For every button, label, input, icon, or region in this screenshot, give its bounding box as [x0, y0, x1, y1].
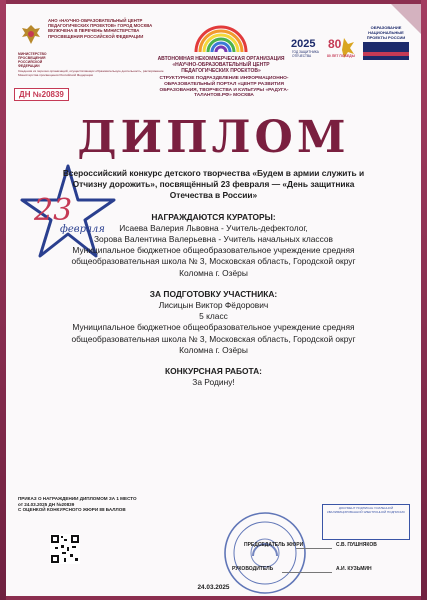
registry-org-text: АНО «НАУЧНО-ОБРАЗОВАТЕЛЬНЫЙ ЦЕНТР ПЕДАГОГИЧЕСКИХ ПРОЕКТОВ» ГОРОД МОСКВА ВКЛЮЧЕНА В ПЕРЕЧЕНЬ МИНИСТЕРСТВА ПРОСВЕЩЕНИЯ РОССИЙСКОЙ ФЕДЕРАЦИИ: [48, 18, 153, 39]
year-subtitle: ГОД ЗАЩИТНИКА ОТЕЧЕСТВА: [292, 50, 319, 58]
issue-date: 24.03.2025: [197, 584, 230, 591]
head-label: РУКОВОДИТЕЛЬ: [232, 566, 274, 572]
rainbow-logo-icon: [192, 22, 250, 54]
school-line: Коломна г. Озёры: [179, 267, 248, 278]
work-heading: КОНКУРСНАЯ РАБОТА:: [165, 366, 262, 377]
portal-text: СТРУКТУРНОЕ ПОДРАЗДЕЛЕНИЕ ИНФОРМАЦИОННО-ОБРАЗОВАТЕЛЬНЫЙ ПОРТАЛ «ЦЕНТР РАЗВИТИЯ ОБРАЗОВАНИЯ, ТВОРЧЕСТВА И КУЛЬТУРЫ «РАДУГА-ТАЛАНТОВ.РФ» МОСКВА: [159, 76, 289, 99]
registry-note: Сведения из перечня организаций, осуществляющих образовательную деятельность, распоряжение Министерства просвещения Российской Федерации: [18, 69, 164, 77]
school-line: Муниципальное бюджетное общеобразовательное учреждение средняя: [72, 245, 355, 256]
curators-heading: НАГРАЖДАЮТСЯ КУРАТОРЫ:: [151, 211, 276, 222]
head-signature-line: [282, 572, 332, 573]
diploma-title: ДИПЛОМ: [77, 112, 350, 163]
svg-text:23: 23: [34, 193, 73, 228]
head-name: А.И. КУЗЬМИН: [336, 566, 372, 572]
school-line: общеобразовательная школа № 3, Московская область, Городской округ: [71, 333, 356, 344]
contest-line: Отчизну дорожить», посвящённый 23 февраля — «День защитника: [72, 179, 355, 190]
frame-right-border: [421, 0, 427, 600]
qr-code-icon[interactable]: [50, 534, 80, 564]
participant-name: Лисицын Виктор Фёдорович: [158, 300, 269, 311]
jury-signature-line: [296, 548, 332, 549]
victory-text: 80 ЛЕТ ПОБЕДЫ: [327, 54, 355, 58]
anno-org-text: АВТОНОМНАЯ НЕКОММЕРЧЕСКАЯ ОРГАНИЗАЦИЯ «НАУЧНО-ОБРАЗОВАТЕЛЬНЫЙ ЦЕНТР ПЕДАГОГИЧЕСКИХ ПРОЕКТОВ»: [157, 56, 285, 74]
year-2025-logo: 2025: [291, 38, 316, 50]
eagle-emblem-icon: [18, 22, 44, 48]
national-projects-text: ОБРАЗОВАНИЕ НАЦИОНАЛЬНЫЕ ПРОЕКТЫ РОССИИ: [366, 25, 406, 40]
award-order: [18, 496, 178, 513]
jury-name: С.В. ПУШНЯКОВ: [336, 542, 377, 548]
work-title: За Родину!: [192, 377, 235, 388]
order-line: ПРИКАЗ О НАГРАЖДЕНИИ ДИПЛОМОМ ЗА 1 МЕСТО: [18, 496, 137, 501]
curator-name: Исаева Валерия Львовна - Учитель-дефектолог,: [119, 222, 308, 233]
contest-line: Всероссийский конкурс детского творчества «Будем в армии служить и: [62, 168, 365, 178]
diploma-sheet: [6, 4, 421, 596]
svg-text:февраля: февраля: [60, 224, 105, 235]
diploma-header: [6, 4, 421, 114]
contest-line: Отечества в России»: [169, 190, 258, 201]
school-line: Муниципальное бюджетное общеобразовательное учреждение средняя: [72, 322, 355, 333]
ministry-text: МИНИСТЕРСТВО ПРОСВЕЩЕНИЯ РОССИЙСКОЙ ФЕДЕРАЦИИ: [18, 52, 47, 68]
e-signature-stamp: ДОКУМЕНТ ПОДПИСАН УСИЛЕННОЙ КВАЛИФИЦИРОВАННОЙ ЭЛЕКТРОННОЙ ПОДПИСЬЮ: [322, 504, 410, 540]
school-line: общеобразовательная школа № 3, Московская область, Городской округ: [71, 256, 356, 267]
order-line: от 24.03.2025 ДН №20839: [18, 501, 75, 507]
diploma-body: [30, 168, 397, 388]
order-line: С ОЦЕНКОЙ КОНКУРСНОГО ЖЮРИ 88 БАЛЛОВ: [18, 507, 126, 513]
participant-heading: ЗА ПОДГОТОВКУ УЧАСТНИКА:: [149, 288, 278, 299]
curator-name: Зорова Валентина Валерьевна - Учитель начальных классов: [93, 234, 334, 245]
school-line: Коломна г. Озёры: [179, 344, 248, 355]
participant-class: 5 класс: [199, 311, 228, 322]
svg-text:80: 80: [328, 37, 342, 51]
jury-label: ПРЕДСЕДАТЕЛЬ ЖЮРИ: [244, 542, 304, 548]
document-number-badge: ДН №20839: [14, 88, 69, 101]
